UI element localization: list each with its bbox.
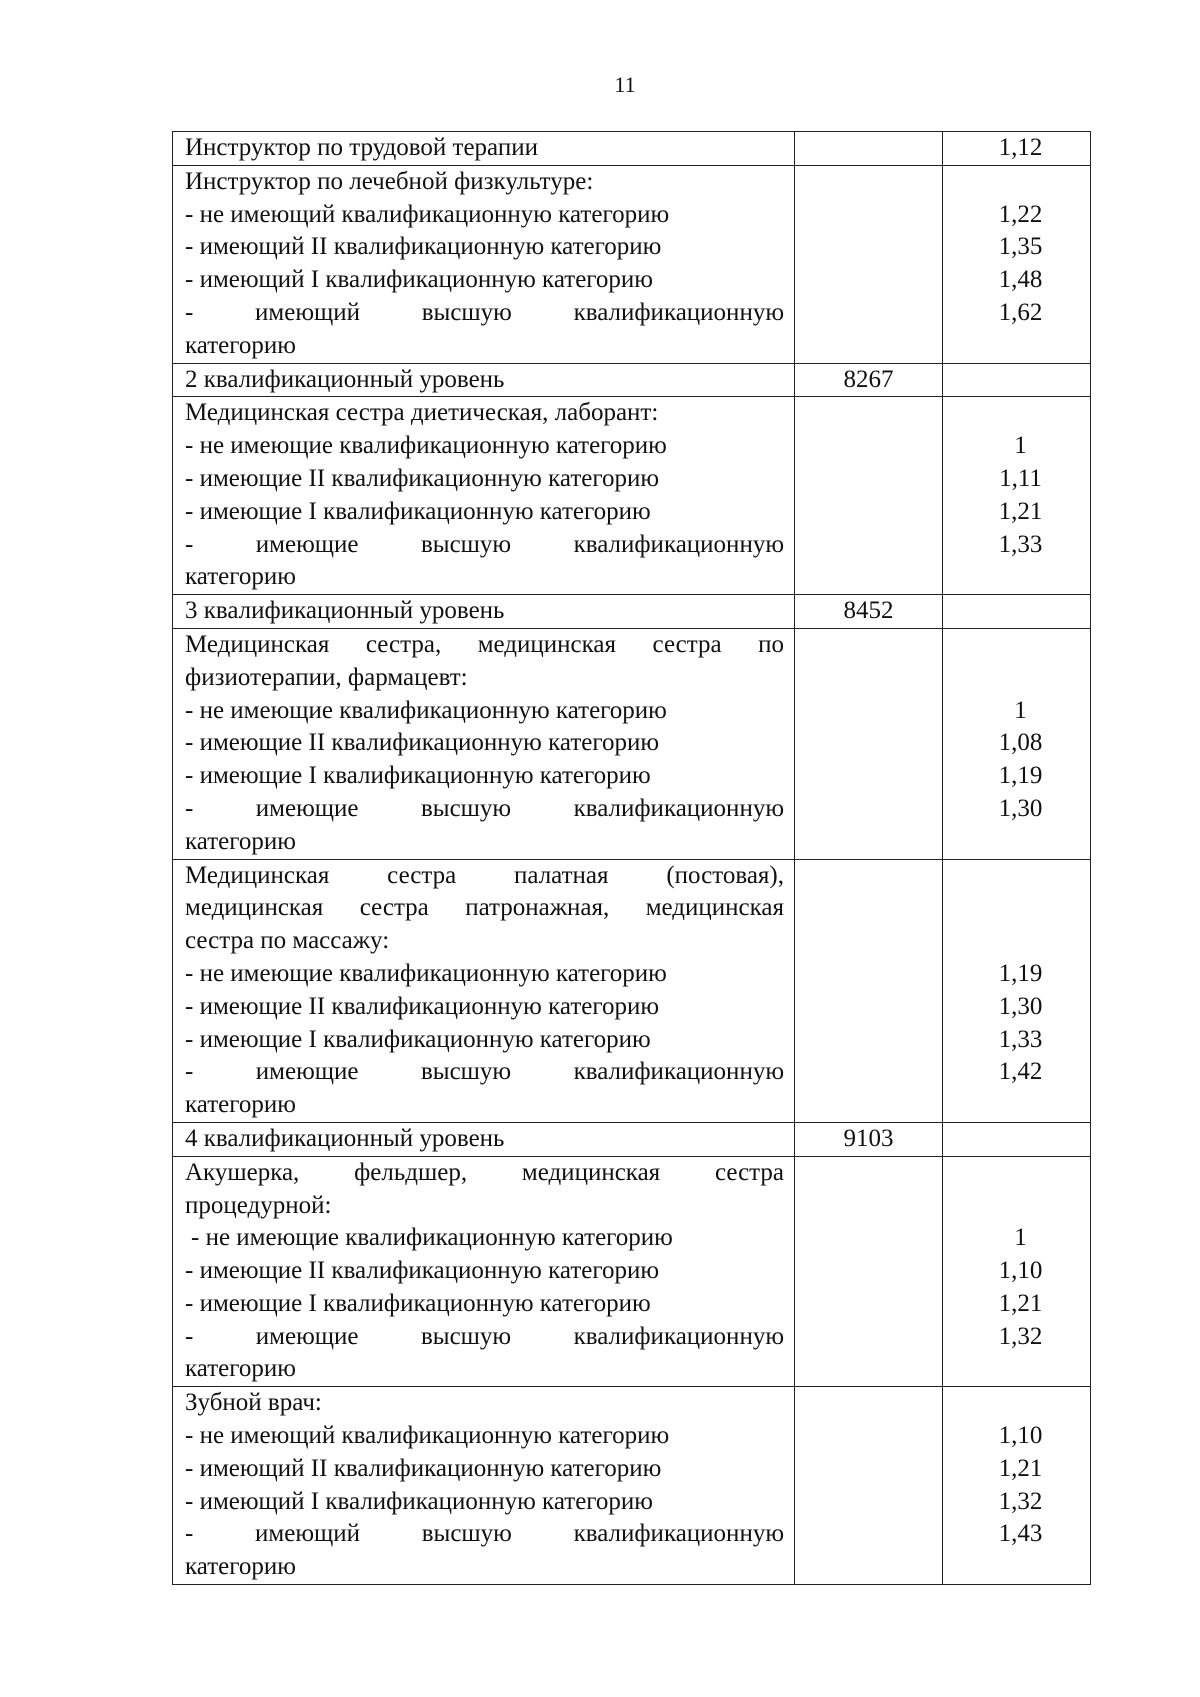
coefficient-value: 1,42: [998, 1058, 1043, 1086]
base-salary-cell: [795, 397, 943, 595]
description-line: - не имеющие квалификационную категорию: [185, 432, 667, 460]
description-line: категорию: [185, 1091, 296, 1119]
position-description-cell: [173, 1156, 795, 1387]
coefficient-cell: [943, 165, 1091, 363]
coefficient-value: 1,43: [998, 1520, 1043, 1548]
table-row: [173, 595, 1091, 629]
coefficient-value: 1,32: [998, 1322, 1043, 1350]
coefficient-value: [951, 330, 1090, 363]
coefficient-cell: [943, 628, 1091, 859]
coefficient-value: 1,10: [998, 1422, 1043, 1450]
table-row: [173, 165, 1091, 363]
table-row: [173, 1122, 1091, 1156]
description-line: физиотерапии, фармацевт:: [185, 663, 468, 691]
coefficient-value: 1,30: [998, 794, 1043, 822]
description-line: процедурной:: [185, 1191, 332, 1219]
position-description-cell: [173, 1387, 795, 1585]
description-line: - имеющие высшую квалификационную: [185, 794, 784, 822]
description-line: категорию: [185, 563, 296, 591]
description-line: - имеющий II квалификационную категорию: [185, 233, 662, 261]
table-row: [173, 363, 1091, 397]
coefficient-value: 1,62: [998, 298, 1043, 326]
coefficient-value: [951, 595, 1090, 628]
description-line: сестра по массажу:: [185, 927, 390, 955]
description-line: 4 квалификационный уровень: [185, 1124, 505, 1152]
coefficient-value: 1: [1014, 1224, 1027, 1252]
description-line: Инструктор по трудовой терапии: [185, 134, 538, 161]
coefficient-value: [951, 1551, 1090, 1584]
table-row: [173, 132, 1091, 166]
coefficient-value: [951, 662, 1090, 695]
description-line: - не имеющие квалификационную категорию: [185, 959, 667, 987]
description-line: Инструктор по лечебной физкультуре:: [185, 167, 594, 195]
coefficient-cell: [943, 397, 1091, 595]
coefficient-value: 1,32: [998, 1487, 1043, 1515]
description-line: - имеющий I квалификационную категорию: [185, 266, 653, 294]
description-line: - имеющие высшую квалификационную: [185, 1058, 784, 1086]
description-line: - имеющие II квалификационную категорию: [185, 729, 660, 757]
position-description-cell: [173, 628, 795, 859]
table-row: [173, 628, 1091, 859]
description-line: - имеющие высшую квалификационную: [185, 1322, 784, 1350]
coefficient-value: 1,21: [998, 1289, 1043, 1317]
coefficient-value: 1,30: [998, 992, 1043, 1020]
coefficient-value: [951, 1089, 1090, 1122]
description-line: - имеющие I квалификационную категорию: [185, 1289, 651, 1317]
coefficient-cell: [943, 363, 1091, 397]
description-line: Медицинская сестра диетическая, лаборант:: [185, 399, 659, 427]
description-line: категорию: [185, 1355, 296, 1383]
coefficient-value: [951, 860, 1090, 893]
coefficient-value: [951, 826, 1090, 859]
coefficient-value: 1,10: [998, 1257, 1043, 1285]
description-line: - имеющие II квалификационную категорию: [185, 992, 660, 1020]
coefficient-value: 1,21: [998, 497, 1043, 525]
description-line: - не имеющий квалификационную категорию: [185, 1422, 670, 1450]
coefficient-value: [951, 1190, 1090, 1223]
page-number: 11: [614, 72, 636, 97]
coefficient-cell: [943, 1387, 1091, 1585]
position-description-cell: [173, 1122, 795, 1156]
description-line: - имеющие I квалификационную категорию: [185, 762, 651, 790]
base-salary-cell: [795, 165, 943, 363]
coefficient-cell: [943, 132, 1091, 166]
base-salary-cell: 8452: [795, 595, 943, 629]
description-line: - имеющий высшую квалификационную: [185, 298, 784, 326]
description-line: Медицинская сестра, медицинская сестра по: [185, 630, 784, 658]
position-description-cell: [173, 132, 795, 166]
description-line: - имеющий II квалификационную категорию: [185, 1454, 662, 1482]
description-line: - имеющий высшую квалификационную: [185, 1520, 784, 1548]
description-line: Зубной врач:: [185, 1389, 322, 1417]
coefficient-value: [951, 364, 1090, 397]
coefficient-value: 1,33: [998, 530, 1043, 558]
base-salary-cell: 8267: [795, 363, 943, 397]
base-salary-cell: [795, 1387, 943, 1585]
base-salary-cell: [795, 859, 943, 1122]
description-line: медицинская сестра патронажная, медицинская: [185, 894, 784, 922]
table-row: [173, 1387, 1091, 1585]
base-salary-cell: [795, 628, 943, 859]
coefficient-value: [951, 397, 1090, 430]
base-salary-cell: [795, 132, 943, 166]
coefficient-value: 1,48: [998, 266, 1043, 294]
coefficient-value: [951, 166, 1090, 199]
description-line: 3 квалификационный уровень: [185, 597, 505, 625]
coefficient-value: 1: [1014, 696, 1027, 724]
table-row: [173, 1156, 1091, 1387]
coefficient-value: 1,12: [998, 134, 1043, 161]
description-line: категорию: [185, 1553, 296, 1581]
coefficient-value: 1,08: [998, 729, 1043, 757]
tariff-coefficient-table: [172, 131, 1091, 1585]
description-line: - не имеющие квалификационную категорию: [185, 696, 667, 724]
description-line: категорию: [185, 331, 296, 359]
coefficient-value: [951, 629, 1090, 662]
coefficient-value: [951, 1157, 1090, 1190]
coefficient-value: [951, 925, 1090, 958]
table-row: [173, 397, 1091, 595]
description-line: - не имеющие квалификационную категорию: [191, 1224, 673, 1252]
coefficient-value: [951, 1387, 1090, 1420]
coefficient-value: 1: [1014, 432, 1027, 460]
coefficient-value: [951, 1123, 1090, 1156]
coefficient-value: 1,11: [999, 464, 1042, 492]
coefficient-cell: [943, 1122, 1091, 1156]
position-description-cell: [173, 397, 795, 595]
table-row: [173, 859, 1091, 1122]
coefficient-value: 1,21: [998, 1454, 1043, 1482]
description-line: - имеющие I квалификационную категорию: [185, 1025, 651, 1053]
coefficient-value: [951, 561, 1090, 594]
position-description-cell: [173, 165, 795, 363]
position-description-cell: [173, 859, 795, 1122]
base-salary-cell: 9103: [795, 1122, 943, 1156]
coefficient-value: 1,33: [998, 1025, 1043, 1053]
description-line: 2 квалификационный уровень: [185, 365, 505, 393]
coefficient-value: [951, 1353, 1090, 1386]
position-description-cell: [173, 363, 795, 397]
position-description-cell: [173, 595, 795, 629]
description-line: - имеющие высшую квалификационную: [185, 530, 784, 558]
coefficient-cell: [943, 859, 1091, 1122]
description-line: Медицинская сестра палатная (постовая),: [185, 861, 784, 889]
coefficient-value: 1,22: [998, 200, 1043, 228]
description-line: категорию: [185, 827, 296, 855]
coefficient-cell: [943, 595, 1091, 629]
description-line: - имеющий I квалификационную категорию: [185, 1487, 653, 1515]
description-line: - не имеющий квалификационную категорию: [185, 200, 670, 228]
description-line: - имеющие I квалификационную категорию: [185, 497, 651, 525]
description-line: - имеющие II квалификационную категорию: [185, 1257, 660, 1285]
base-salary-cell: [795, 1156, 943, 1387]
coefficient-value: 1,19: [998, 762, 1043, 790]
coefficient-value: 1,35: [998, 233, 1043, 261]
description-line: - имеющие II квалификационную категорию: [185, 464, 660, 492]
coefficient-value: [951, 892, 1090, 925]
coefficient-cell: [943, 1156, 1091, 1387]
coefficient-value: 1,19: [998, 959, 1043, 987]
description-line: Акушерка, фельдшер, медицинская сестра: [185, 1158, 784, 1186]
